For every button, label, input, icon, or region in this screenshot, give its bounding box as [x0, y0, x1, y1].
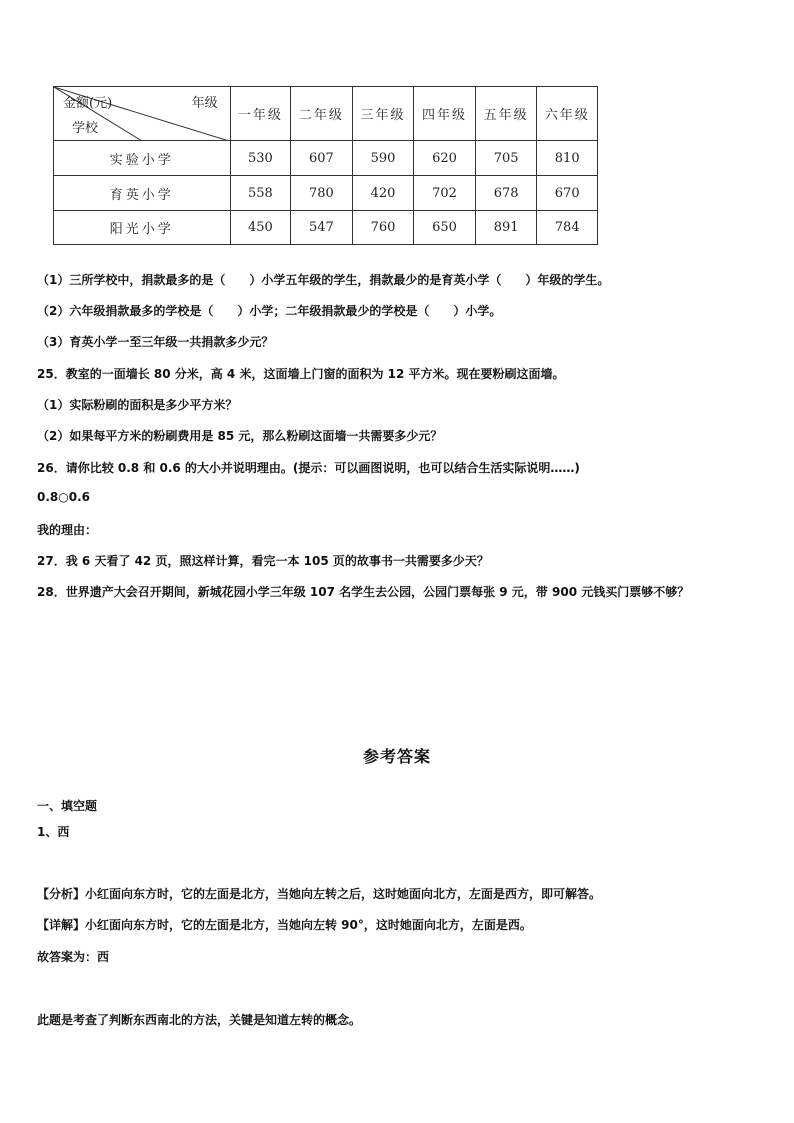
amount-cell: 558	[230, 176, 291, 211]
amount-cell: 547	[291, 211, 353, 245]
amount-cell: 678	[475, 176, 537, 211]
amount-cell: 650	[414, 211, 476, 245]
question-25: 25．教室的一面墙长 80 分米，高 4 米，这面墙上门窗的面积为 12 平方米。现在要粉刷这面墙。	[37, 367, 565, 381]
amount-cell: 590	[352, 141, 414, 176]
question-27: 27．我 6 天看了 42 页，照这样计算，看完一本 105 页的故事书一共需要多少天？	[37, 554, 489, 568]
amount-cell: 702	[414, 176, 476, 211]
donation-table	[53, 86, 598, 245]
amount-cell: 620	[414, 141, 476, 176]
question-24-part-2: （2）六年级捐款最多的学校是（ ）小学；二年级捐款最少的学校是（ ）小学。	[37, 304, 502, 318]
grade-header: 三年级	[352, 87, 414, 141]
question-26: 26．请你比较 0.8 和 0.6 的大小并说明理由。(提示：可以画图说明，也可以结合生活实际说明……)	[37, 461, 580, 475]
amount-cell: 705	[475, 141, 537, 176]
answer-comment: 此题是考查了判断东西南北的方法，关键是知道左转的概念。	[37, 1013, 362, 1027]
corner-amount-label: 金额(元)	[63, 96, 113, 111]
grade-header: 六年级	[537, 87, 598, 141]
question-26-comparison: 0.8○0.6	[37, 490, 90, 504]
grade-header: 二年级	[291, 87, 353, 141]
grade-header: 四年级	[414, 87, 476, 141]
diagonal-header-cell	[54, 87, 231, 141]
question-25-part-2: （2）如果每平方米的粉刷费用是 85 元，那么粉刷这面墙一共需要多少元？	[37, 429, 443, 443]
amount-cell: 670	[537, 176, 598, 211]
table-row	[54, 176, 598, 211]
answer-analysis: 【分析】小红面向东方时，它的左面是北方，当她向左转之后，这时她面向北方，左面是西方，即可解答。	[37, 887, 602, 901]
question-24-part-3: （3）育英小学一至三年级一共捐款多少元？	[37, 335, 274, 349]
amount-cell: 891	[475, 211, 537, 245]
question-28: 28．世界遗产大会召开期间，新城花园小学三年级 107 名学生去公园，公园门票每张 9 元，带 900 元钱买门票够不够？	[37, 585, 690, 599]
answer-key-title: 参考答案	[362, 747, 431, 766]
corner-school-label: 学校	[72, 121, 99, 136]
answer-result: 故答案为：西	[37, 950, 110, 964]
answer-1: 1、西	[37, 825, 70, 839]
answer-section-heading: 一、填空题	[37, 799, 98, 813]
grade-header: 五年级	[475, 87, 537, 141]
table-row	[54, 211, 598, 245]
amount-cell: 530	[230, 141, 291, 176]
amount-cell: 810	[537, 141, 598, 176]
amount-cell: 780	[291, 176, 353, 211]
amount-cell: 784	[537, 211, 598, 245]
question-26-reason-label: 我的理由：	[37, 523, 98, 537]
question-25-part-1: （1）实际粉刷的面积是多少平方米？	[37, 398, 238, 412]
amount-cell: 607	[291, 141, 353, 176]
answer-detail: 【详解】小红面向东方时，它的左面是北方，当她向左转 90°，这时她面向北方，左面是西。	[37, 918, 532, 932]
table-row	[54, 141, 598, 176]
amount-cell: 420	[352, 176, 414, 211]
school-name-cell: 实验小学	[54, 141, 231, 176]
school-name-cell: 阳光小学	[54, 211, 231, 245]
question-24-part-1: （1）三所学校中，捐款最多的是（ ）小学五年级的学生，捐款最少的是育英小学（ ）年级的学生。	[37, 273, 610, 287]
table-header-row	[54, 87, 598, 141]
grade-header: 一年级	[230, 87, 291, 141]
amount-cell: 450	[230, 211, 291, 245]
school-name-cell: 育英小学	[54, 176, 231, 211]
corner-grade-label: 年级	[191, 96, 218, 111]
amount-cell: 760	[352, 211, 414, 245]
